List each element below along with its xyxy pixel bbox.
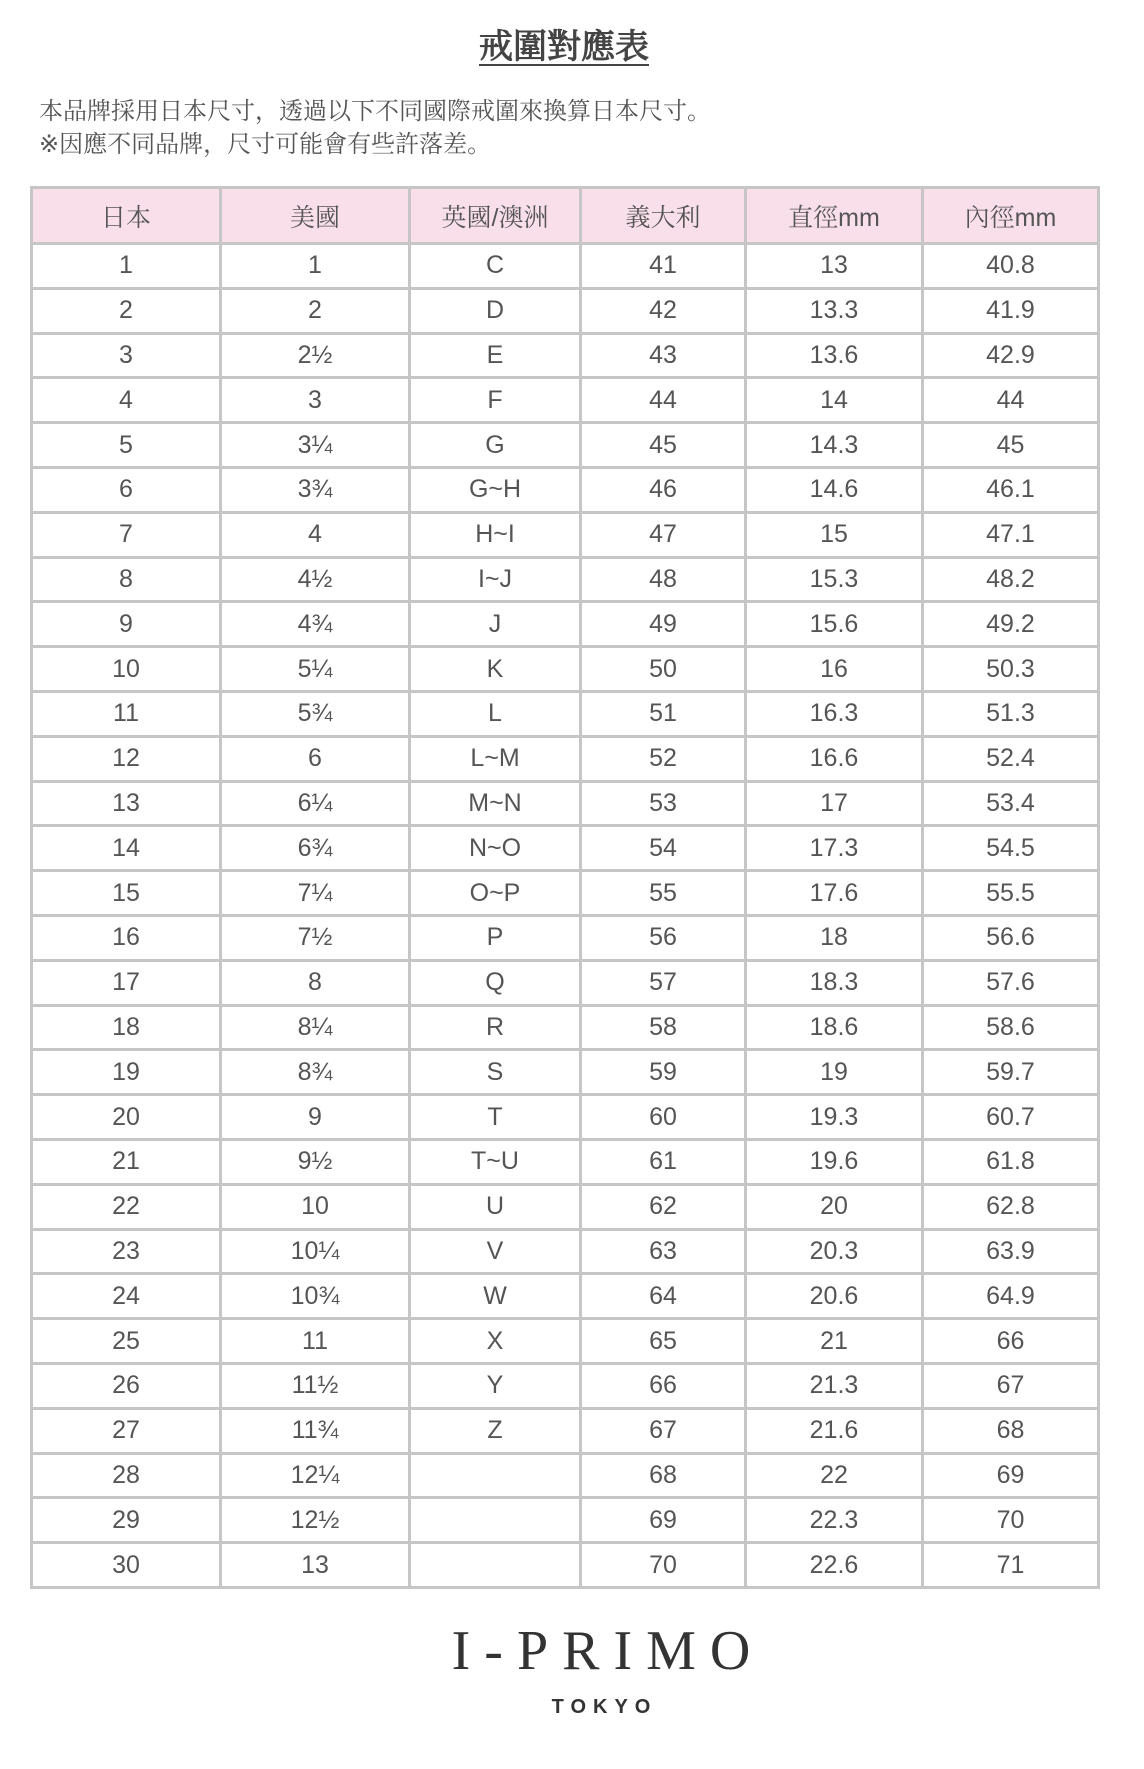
cell-us: 13: [222, 1544, 408, 1586]
cell-uk-au: Q: [411, 962, 579, 1004]
cell-diameter-mm: 14.3: [747, 424, 921, 466]
cell-inner-mm: 55.5: [924, 872, 1097, 914]
cell-jp: 17: [33, 962, 219, 1004]
header-it: 義大利: [582, 189, 744, 242]
cell-it: 47: [582, 514, 744, 556]
cell-diameter-mm: 21: [747, 1320, 921, 1362]
cell-it: 67: [582, 1410, 744, 1452]
cell-jp: 14: [33, 827, 219, 869]
cell-uk-au: T~U: [411, 1141, 579, 1183]
cell-it: 60: [582, 1096, 744, 1138]
cell-jp: 12: [33, 738, 219, 780]
cell-diameter-mm: 18: [747, 917, 921, 959]
cell-diameter-mm: 19: [747, 1051, 921, 1093]
cell-uk-au: F: [411, 379, 579, 421]
cell-it: 58: [582, 1007, 744, 1049]
cell-jp: 1: [33, 245, 219, 287]
cell-jp: 29: [33, 1499, 219, 1541]
cell-jp: 10: [33, 648, 219, 690]
cell-inner-mm: 58.6: [924, 1007, 1097, 1049]
cell-uk-au: M~N: [411, 783, 579, 825]
cell-us: 3¾: [222, 469, 408, 511]
cell-it: 42: [582, 290, 744, 332]
cell-it: 41: [582, 245, 744, 287]
cell-jp: 20: [33, 1096, 219, 1138]
cell-us: 3¼: [222, 424, 408, 466]
cell-it: 49: [582, 603, 744, 645]
cell-it: 66: [582, 1365, 744, 1407]
cell-diameter-mm: 13: [747, 245, 921, 287]
header-us: 美國: [222, 189, 408, 242]
cell-us: 3: [222, 379, 408, 421]
cell-us: 12¼: [222, 1455, 408, 1497]
note-line-2: ※因應不同品牌，尺寸可能會有些許落差。: [39, 131, 492, 158]
cell-it: 44: [582, 379, 744, 421]
cell-it: 45: [582, 424, 744, 466]
cell-diameter-mm: 20.3: [747, 1231, 921, 1273]
cell-jp: 11: [33, 693, 219, 735]
cell-us: 6¾: [222, 827, 408, 869]
cell-us: 8¾: [222, 1051, 408, 1093]
cell-inner-mm: 71: [924, 1544, 1097, 1586]
cell-inner-mm: 59.7: [924, 1051, 1097, 1093]
cell-it: 70: [582, 1544, 744, 1586]
cell-diameter-mm: 17: [747, 783, 921, 825]
cell-us: 12½: [222, 1499, 408, 1541]
cell-jp: 15: [33, 872, 219, 914]
cell-us: 11½: [222, 1365, 408, 1407]
cell-diameter-mm: 15.6: [747, 603, 921, 645]
cell-it: 61: [582, 1141, 744, 1183]
cell-uk-au: S: [411, 1051, 579, 1093]
cell-diameter-mm: 14.6: [747, 469, 921, 511]
cell-diameter-mm: 18.3: [747, 962, 921, 1004]
cell-inner-mm: 64.9: [924, 1275, 1097, 1317]
cell-diameter-mm: 20: [747, 1186, 921, 1228]
cell-us: 6¼: [222, 783, 408, 825]
cell-inner-mm: 44: [924, 379, 1097, 421]
cell-inner-mm: 62.8: [924, 1186, 1097, 1228]
cell-jp: 16: [33, 917, 219, 959]
cell-diameter-mm: 22.6: [747, 1544, 921, 1586]
cell-it: 46: [582, 469, 744, 511]
cell-jp: 30: [33, 1544, 219, 1586]
cell-diameter-mm: 19.3: [747, 1096, 921, 1138]
cell-it: 50: [582, 648, 744, 690]
cell-jp: 22: [33, 1186, 219, 1228]
cell-diameter-mm: 15: [747, 514, 921, 556]
cell-diameter-mm: 15.3: [747, 559, 921, 601]
cell-us: 6: [222, 738, 408, 780]
cell-uk-au: O~P: [411, 872, 579, 914]
cell-diameter-mm: 18.6: [747, 1007, 921, 1049]
cell-jp: 5: [33, 424, 219, 466]
cell-inner-mm: 54.5: [924, 827, 1097, 869]
cell-jp: 7: [33, 514, 219, 556]
cell-uk-au: [411, 1455, 579, 1497]
cell-inner-mm: 70: [924, 1499, 1097, 1541]
cell-us: 2: [222, 290, 408, 332]
cell-uk-au: R: [411, 1007, 579, 1049]
cell-us: 8¼: [222, 1007, 408, 1049]
cell-diameter-mm: 13.6: [747, 335, 921, 377]
cell-it: 43: [582, 335, 744, 377]
cell-us: 11¾: [222, 1410, 408, 1452]
cell-it: 57: [582, 962, 744, 1004]
cell-inner-mm: 41.9: [924, 290, 1097, 332]
cell-uk-au: P: [411, 917, 579, 959]
cell-us: 4: [222, 514, 408, 556]
cell-inner-mm: 40.8: [924, 245, 1097, 287]
cell-it: 48: [582, 559, 744, 601]
cell-jp: 3: [33, 335, 219, 377]
cell-inner-mm: 48.2: [924, 559, 1097, 601]
cell-it: 51: [582, 693, 744, 735]
cell-diameter-mm: 21.6: [747, 1410, 921, 1452]
cell-jp: 26: [33, 1365, 219, 1407]
cell-us: 2½: [222, 335, 408, 377]
cell-uk-au: I~J: [411, 559, 579, 601]
cell-jp: 23: [33, 1231, 219, 1273]
cell-us: 10¼: [222, 1231, 408, 1273]
cell-us: 4½: [222, 559, 408, 601]
cell-uk-au: [411, 1544, 579, 1586]
cell-diameter-mm: 17.6: [747, 872, 921, 914]
cell-diameter-mm: 16: [747, 648, 921, 690]
cell-inner-mm: 61.8: [924, 1141, 1097, 1183]
cell-jp: 24: [33, 1275, 219, 1317]
cell-us: 10¾: [222, 1275, 408, 1317]
cell-it: 56: [582, 917, 744, 959]
cell-uk-au: D: [411, 290, 579, 332]
cell-jp: 19: [33, 1051, 219, 1093]
cell-inner-mm: 52.4: [924, 738, 1097, 780]
cell-jp: 25: [33, 1320, 219, 1362]
cell-jp: 13: [33, 783, 219, 825]
cell-jp: 21: [33, 1141, 219, 1183]
cell-diameter-mm: 22.3: [747, 1499, 921, 1541]
cell-it: 52: [582, 738, 744, 780]
cell-diameter-mm: 20.6: [747, 1275, 921, 1317]
cell-us: 7½: [222, 917, 408, 959]
cell-it: 63: [582, 1231, 744, 1273]
cell-uk-au: L: [411, 693, 579, 735]
cell-inner-mm: 51.3: [924, 693, 1097, 735]
header-jp: 日本: [33, 189, 219, 242]
cell-uk-au: W: [411, 1275, 579, 1317]
cell-uk-au: L~M: [411, 738, 579, 780]
cell-us: 4¾: [222, 603, 408, 645]
cell-diameter-mm: 21.3: [747, 1365, 921, 1407]
cell-it: 65: [582, 1320, 744, 1362]
brand-logo: I-PRIMO: [451, 1620, 765, 1682]
cell-us: 8: [222, 962, 408, 1004]
cell-uk-au: J: [411, 603, 579, 645]
cell-diameter-mm: 22: [747, 1455, 921, 1497]
cell-uk-au: H~I: [411, 514, 579, 556]
cell-inner-mm: 56.6: [924, 917, 1097, 959]
cell-inner-mm: 50.3: [924, 648, 1097, 690]
cell-inner-mm: 67: [924, 1365, 1097, 1407]
cell-jp: 27: [33, 1410, 219, 1452]
cell-inner-mm: 66: [924, 1320, 1097, 1362]
brand-location: TOKYO: [551, 1696, 658, 1718]
cell-inner-mm: 45: [924, 424, 1097, 466]
cell-inner-mm: 69: [924, 1455, 1097, 1497]
cell-inner-mm: 60.7: [924, 1096, 1097, 1138]
cell-uk-au: K: [411, 648, 579, 690]
cell-inner-mm: 53.4: [924, 783, 1097, 825]
cell-us: 1: [222, 245, 408, 287]
cell-us: 5¼: [222, 648, 408, 690]
cell-uk-au: U: [411, 1186, 579, 1228]
cell-diameter-mm: 17.3: [747, 827, 921, 869]
header-diameter-mm: 直徑mm: [747, 189, 921, 242]
cell-jp: 4: [33, 379, 219, 421]
cell-us: 5¾: [222, 693, 408, 735]
cell-uk-au: Y: [411, 1365, 579, 1407]
cell-jp: 9: [33, 603, 219, 645]
cell-inner-mm: 46.1: [924, 469, 1097, 511]
cell-diameter-mm: 19.6: [747, 1141, 921, 1183]
cell-us: 11: [222, 1320, 408, 1362]
cell-jp: 2: [33, 290, 219, 332]
cell-inner-mm: 63.9: [924, 1231, 1097, 1273]
cell-uk-au: G~H: [411, 469, 579, 511]
note-line-1: 本品牌採用日本尺寸，透過以下不同國際戒圍來換算日本尺寸。: [39, 98, 711, 125]
cell-diameter-mm: 13.3: [747, 290, 921, 332]
cell-uk-au: G: [411, 424, 579, 466]
cell-uk-au: [411, 1499, 579, 1541]
cell-inner-mm: 57.6: [924, 962, 1097, 1004]
cell-uk-au: V: [411, 1231, 579, 1273]
cell-us: 9½: [222, 1141, 408, 1183]
cell-diameter-mm: 16.6: [747, 738, 921, 780]
cell-us: 9: [222, 1096, 408, 1138]
cell-inner-mm: 47.1: [924, 514, 1097, 556]
cell-it: 54: [582, 827, 744, 869]
cell-it: 62: [582, 1186, 744, 1228]
cell-it: 68: [582, 1455, 744, 1497]
cell-jp: 28: [33, 1455, 219, 1497]
cell-it: 59: [582, 1051, 744, 1093]
header-inner-mm: 內徑mm: [924, 189, 1097, 242]
cell-uk-au: C: [411, 245, 579, 287]
cell-uk-au: Z: [411, 1410, 579, 1452]
cell-us: 10: [222, 1186, 408, 1228]
cell-jp: 6: [33, 469, 219, 511]
cell-inner-mm: 42.9: [924, 335, 1097, 377]
cell-uk-au: X: [411, 1320, 579, 1362]
cell-uk-au: E: [411, 335, 579, 377]
page-title: 戒圍對應表: [479, 28, 649, 66]
cell-jp: 8: [33, 559, 219, 601]
cell-inner-mm: 49.2: [924, 603, 1097, 645]
cell-diameter-mm: 16.3: [747, 693, 921, 735]
header-uk-au: 英國/澳洲: [411, 189, 579, 242]
cell-it: 55: [582, 872, 744, 914]
cell-jp: 18: [33, 1007, 219, 1049]
cell-inner-mm: 68: [924, 1410, 1097, 1452]
cell-it: 64: [582, 1275, 744, 1317]
cell-uk-au: N~O: [411, 827, 579, 869]
cell-it: 53: [582, 783, 744, 825]
size-table: [30, 186, 1100, 1589]
cell-it: 69: [582, 1499, 744, 1541]
cell-diameter-mm: 14: [747, 379, 921, 421]
cell-us: 7¼: [222, 872, 408, 914]
cell-uk-au: T: [411, 1096, 579, 1138]
